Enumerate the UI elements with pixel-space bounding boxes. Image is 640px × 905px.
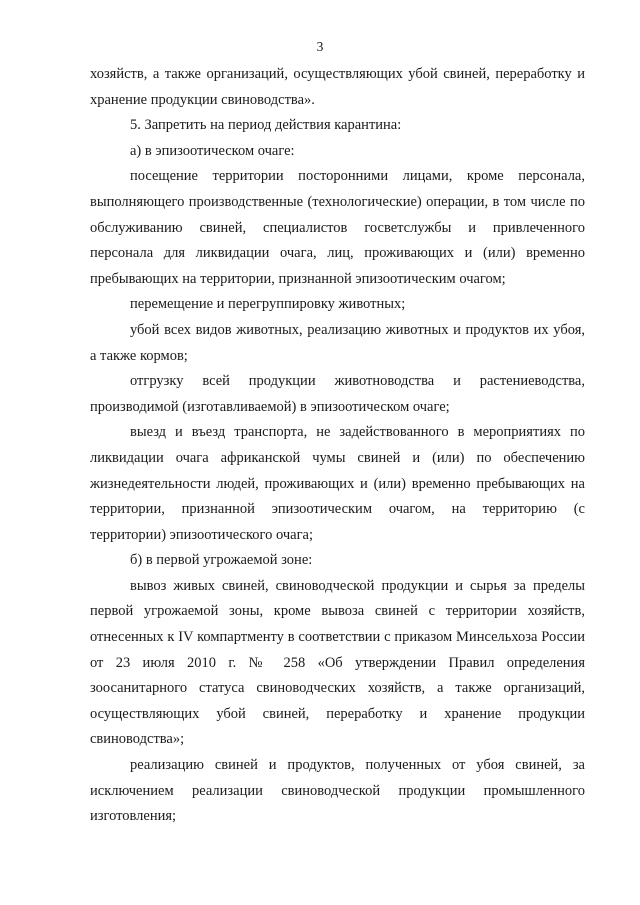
paragraph-restriction-regrouping: перемещение и перегруппировку животных; — [130, 296, 406, 313]
paragraph-restriction-shipment: отгрузку всей продукции животноводства и растениеводства, производимой (изготавливаемой) в эпизоотическом очаге; — [90, 373, 585, 415]
paragraph-restriction-sale: реализацию свиней и продуктов, полученных от убоя свиней, за исключением реализации свиноводческой продукции промышленного изготовления; — [90, 757, 585, 825]
paragraph-item-5-heading: 5. Запретить на период действия карантина: — [130, 117, 402, 134]
paragraph-continuation: хозяйств, а также организаций, осуществляющих убой свиней, переработку и хранение продукции свиноводства». — [90, 66, 585, 108]
paragraph-restriction-export: вывоз живых свиней, свиноводческой продукции и сырья за пределы первой угрожаемой зоны, кроме вывоза свиней с территории хозяйств, отнесенных к IV компартменту в соответствии с приказом Минсельхоза России от 23 июля 2010 г. № 258 «Об утверждении Правил определения зоосанитарного статуса свиноводческих хозяйств, а также организаций, осуществляющих убой свиней, переработку и хранение продукции свиноводства»; — [90, 577, 585, 748]
paragraph-subitem-a-heading: а) в эпизоотическом очаге: — [130, 142, 295, 159]
paragraph-restriction-slaughter: убой всех видов животных, реализацию животных и продуктов их убоя, а также кормов; — [90, 321, 585, 364]
paragraph-restriction-visits: посещение территории посторонними лицами, кроме персонала, выполняющего производственные (технологические) операции, в том числе по обслуживанию свиней, специалистов госветслужбы и привлеченного персонала для ликвидации очага, лиц, проживающих и (или) временно пребывающих на территории, признанной эпизоотическим очагом; — [90, 168, 585, 287]
paragraph-restriction-transport: выезд и въезд транспорта, не задействованного в мероприятиях по ликвидации очага африканской чумы свиней и (или) по обеспечению жизнедеятельности людей, проживающих и (или) временно пребывающих на территории, признанной эпизоотическим очагом, на территорию (с территории) эпизоотического очага; — [90, 424, 585, 543]
paragraph-subitem-b-heading: б) в первой угрожаемой зоне: — [130, 552, 313, 569]
document-body — [90, 62, 585, 830]
page-number: 3 — [316, 39, 324, 54]
